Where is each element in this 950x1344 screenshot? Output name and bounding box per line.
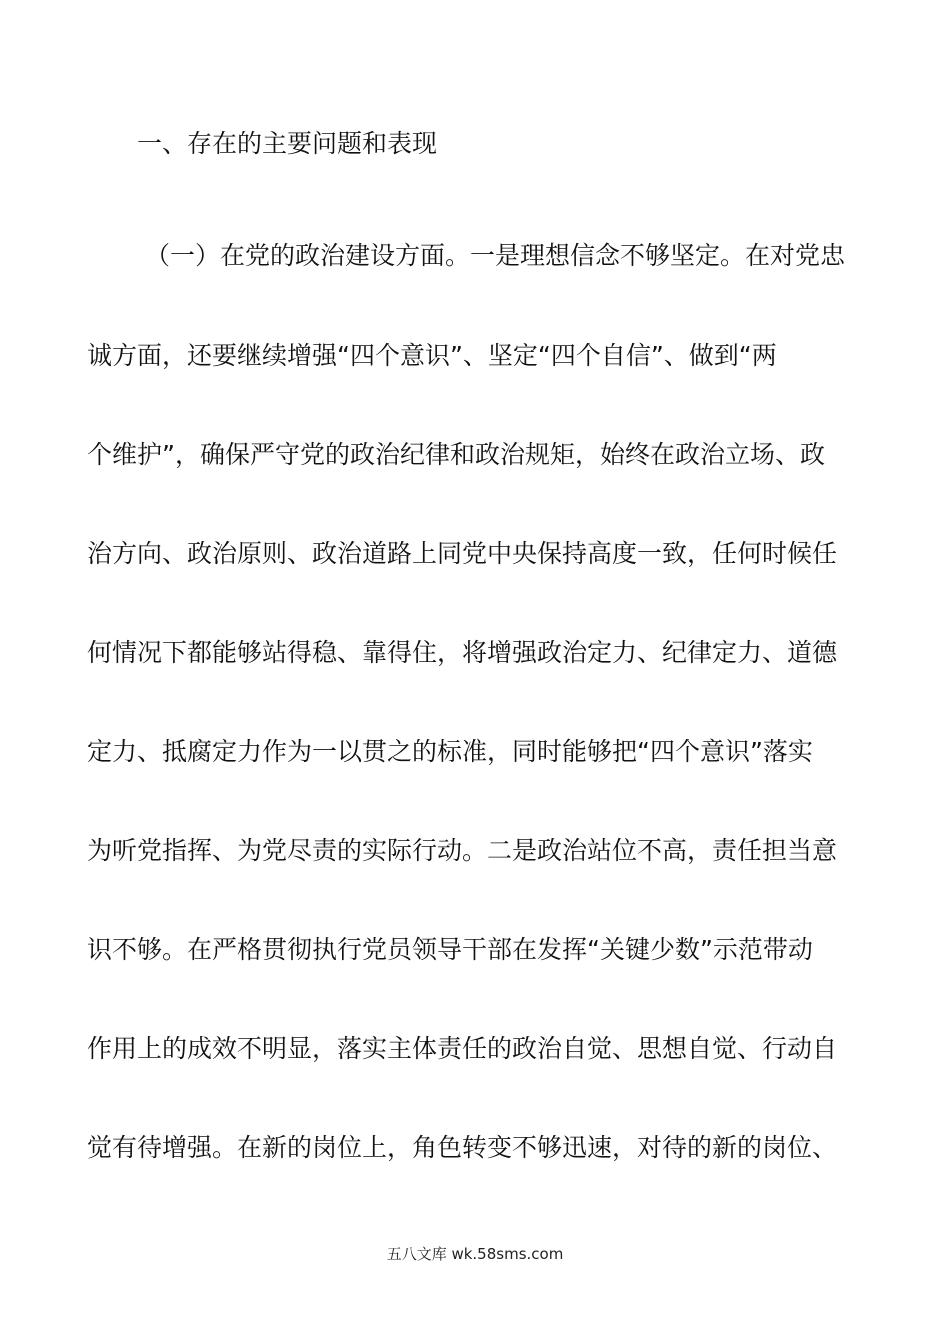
paragraph-line: 诚方面，还要继续增强“四个意识”、坚定“四个自信”、做到“两 xyxy=(87,341,777,370)
paragraph-line: 个维护”，确保严守党的政治纪律和政治规矩，始终在政治立场、政 xyxy=(87,440,825,469)
section-heading: 一、存在的主要问题和表现 xyxy=(137,129,438,158)
paragraph-line: 作用上的成效不明显，落实主体责任的政治自觉、思想自觉、行动自 xyxy=(87,1034,838,1063)
paragraph-line: （一）在党的政治建设方面。一是理想信念不够坚定。在对党忠 xyxy=(145,241,846,270)
paragraph-line: 识不够。在严格贯彻执行党员领导干部在发挥“关键少数”示范带动 xyxy=(87,935,813,964)
paragraph-line: 何情况下都能够站得稳、靠得住，将增强政治定力、纪律定力、道德 xyxy=(87,638,838,667)
paragraph-line: 治方向、政治原则、政治道路上同党中央保持高度一致，任何时候任 xyxy=(87,539,838,568)
paragraph-line: 为听党指挥、为党尽责的实际行动。二是政治站位不高，责任担当意 xyxy=(87,836,838,865)
paragraph-line: 定力、抵腐定力作为一以贯之的标准，同时能够把“四个意识”落实 xyxy=(87,737,813,766)
paragraph-line: 觉有待增强。在新的岗位上，角色转变不够迅速，对待的新的岗位、 xyxy=(87,1133,838,1162)
footer-watermark: 五八文库 wk.58sms.com xyxy=(386,1245,564,1263)
